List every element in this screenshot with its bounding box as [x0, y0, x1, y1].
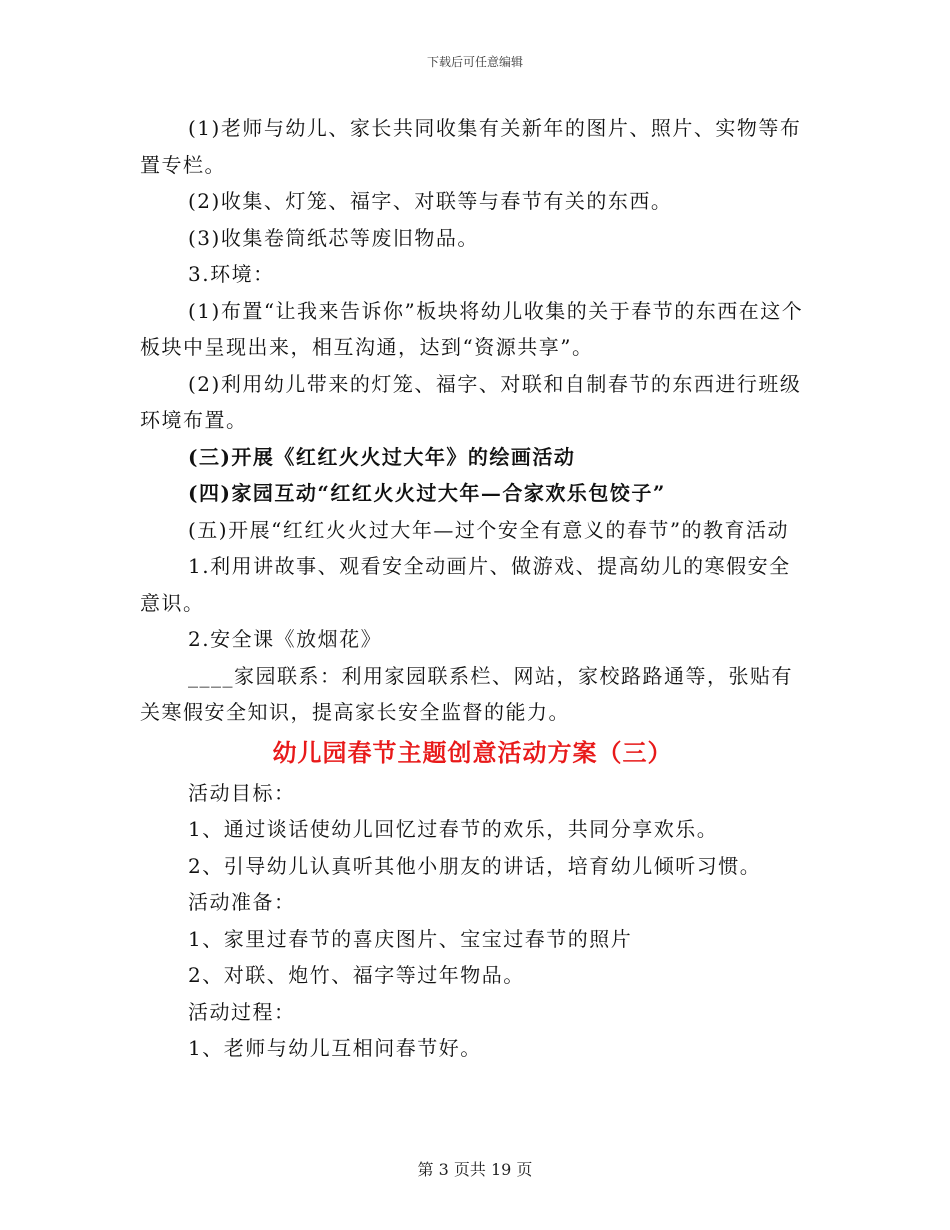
- paragraph: 3.环境：: [188, 262, 275, 286]
- page-footer: 第 3 页共 19 页: [417, 1160, 533, 1179]
- paragraph: 2、引导幼儿认真听其他小朋友的讲话，培育幼儿倾听习惯。: [188, 853, 762, 878]
- paragraph: (2)利用幼儿带来的灯笼、福字、对联和自制春节的东西进行班级环境布置。: [140, 371, 802, 432]
- paragraph: 1、老师与幼儿互相问春节好。: [188, 1036, 482, 1060]
- paragraph: 活动准备：: [188, 890, 296, 914]
- subheading: (三)开展《红红火火过大年》的绘画活动: [188, 444, 576, 469]
- paragraph: ____家园联系：利用家园联系栏、网站，家校路路通等，张贴有关寒假安全知识，提高家长安全监督的能力。: [140, 663, 793, 724]
- paragraph: 1、家里过春节的喜庆图片、宝宝过春节的照片: [188, 926, 633, 951]
- paragraph: (1)老师与幼儿、家长共同收集有关新年的图片、照片、实物等布置专栏。: [140, 116, 802, 177]
- paragraph: (2)收集、灯笼、福字、对联等与春节有关的东西。: [188, 189, 673, 213]
- page-header: 下载后可任意编辑: [426, 55, 523, 69]
- document-body: [140, 110, 805, 1067]
- paragraph: 活动目标：: [188, 780, 296, 805]
- paragraph: 2.安全课《放烟花》: [188, 627, 383, 651]
- section-title: 幼儿园春节主题创意活动方案（三）: [272, 737, 673, 767]
- paragraph: 1.利用讲故事、观看安全动画片、做游戏、提高幼儿的寒假安全意识。: [140, 554, 791, 615]
- paragraph: 2、对联、炮竹、福字等过年物品。: [188, 963, 525, 987]
- paragraph: 1、通过谈话使幼儿回忆过春节的欢乐，共同分享欢乐。: [188, 817, 719, 841]
- paragraph: 活动过程：: [188, 999, 296, 1024]
- paragraph: (3)收集卷筒纸芯等废旧物品。: [188, 225, 479, 250]
- subheading: (四)家园互动“红红火火过大年—合家欢乐包饺子”: [188, 481, 666, 505]
- paragraph: (1)布置“让我来告诉你”板块将幼儿收集的关于春节的东西在这个板块中呈现出来，相互沟通，达到“资源共享”。: [140, 298, 804, 359]
- paragraph: (五)开展“红红火火过大年—过个安全有意义的春节”的教育活动: [188, 517, 790, 542]
